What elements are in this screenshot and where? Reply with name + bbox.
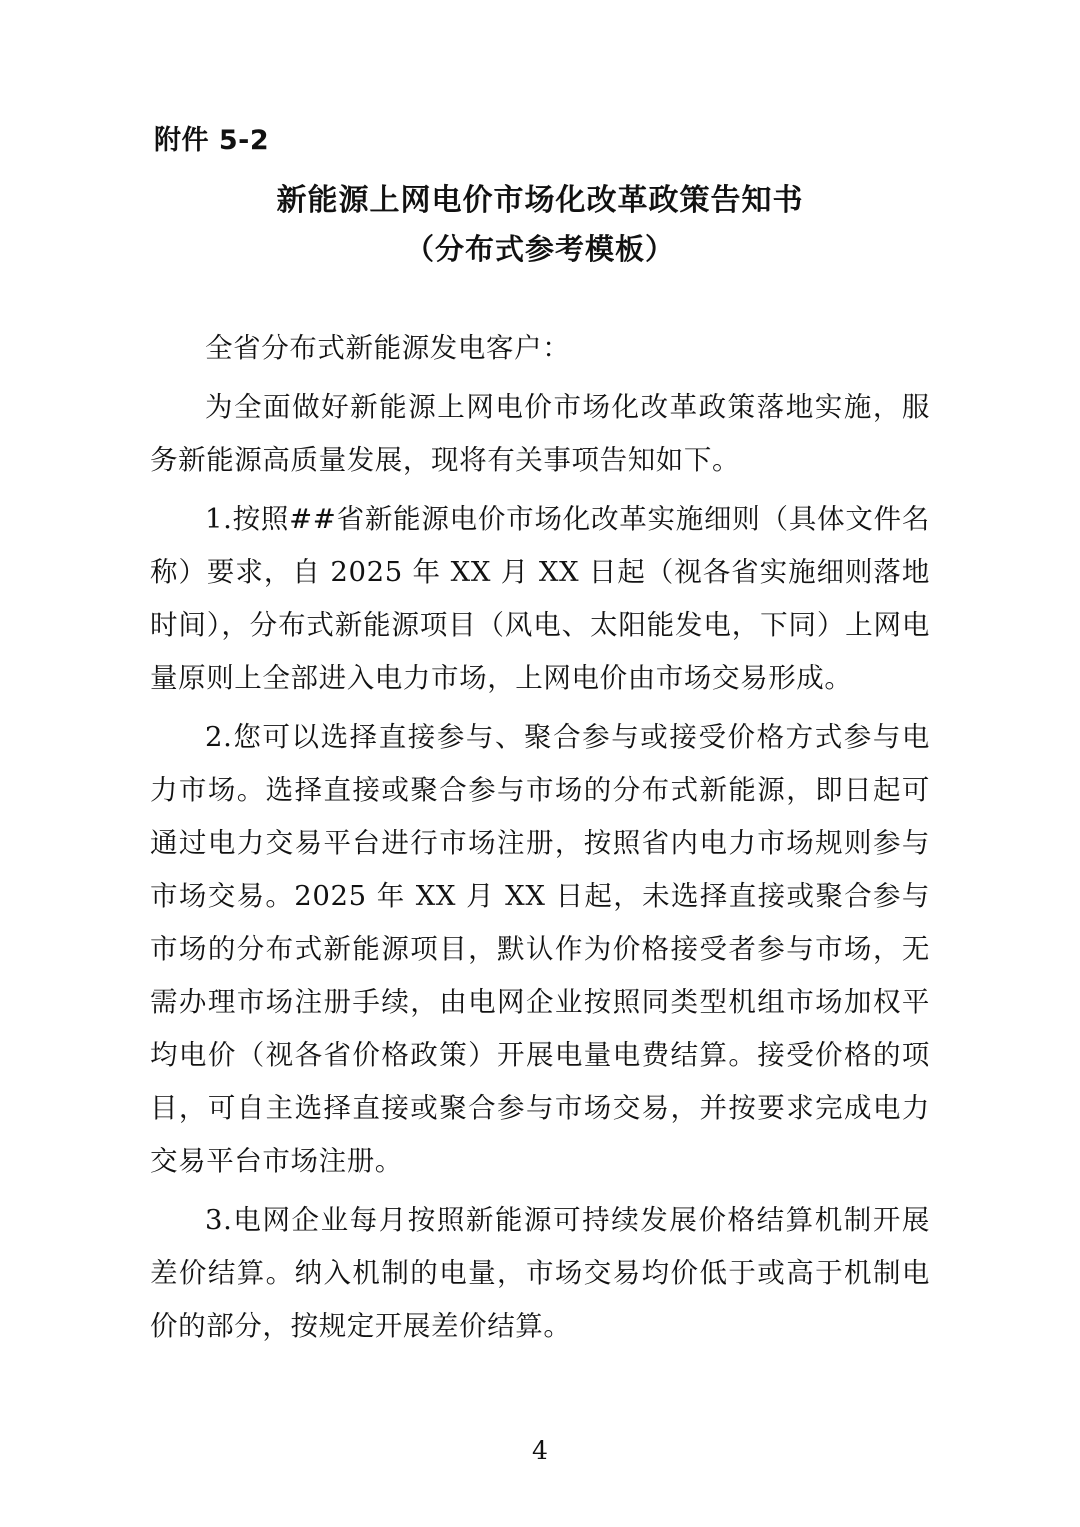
paragraph-salutation: 全省分布式新能源发电客户： xyxy=(205,332,571,364)
paragraph-item-3: 3.电网企业每月按照新能源可持续发展价格结算机制开展差价结算。纳入机制的电量，市场交易均价低于或高于机制电价的部分，按规定开展差价结算。 xyxy=(150,1204,930,1342)
page-title: 新能源上网电价市场化改革政策告知书 xyxy=(276,183,804,218)
page-number: 4 xyxy=(532,1436,548,1465)
paragraph-intro: 为全面做好新能源上网电价市场化改革政策落地实施，服务新能源高质量发展，现将有关事项告知如下。 xyxy=(150,391,930,476)
attachment-label: 附件 5-2 xyxy=(154,125,270,156)
document-body xyxy=(150,322,930,1353)
paragraph-item-2: 2.您可以选择直接参与、聚合参与或接受价格方式参与电力市场。选择直接或聚合参与市场的分布式新能源，即日起可通过电力交易平台进行市场注册，按照省内电力市场规则参与市场交易。2025 年 XX 月 XX 日起，未选择直接或聚合参与市场的分布式新能源项目，默认作为价格接受者参与市场，无需办理市场注册手续，由电网企业按照同类型机组市场加权平均电价（视各省价格政策）开展电量电费结算。接受价格的项目，可自主选择直接或聚合参与市场交易，并按要求完成电力交易平台市场注册。 xyxy=(150,721,930,1177)
page-subtitle: （分布式参考模板） xyxy=(404,232,675,266)
paragraph-item-1: 1.按照##省新能源电价市场化改革实施细则（具体文件名称）要求，自 2025 年 XX 月 XX 日起（视各省实施细则落地时间），分布式新能源项目（风电、太阳能发电，下同）上网电量原则上全部进入电力市场，上网电价由市场交易形成。 xyxy=(150,503,930,694)
